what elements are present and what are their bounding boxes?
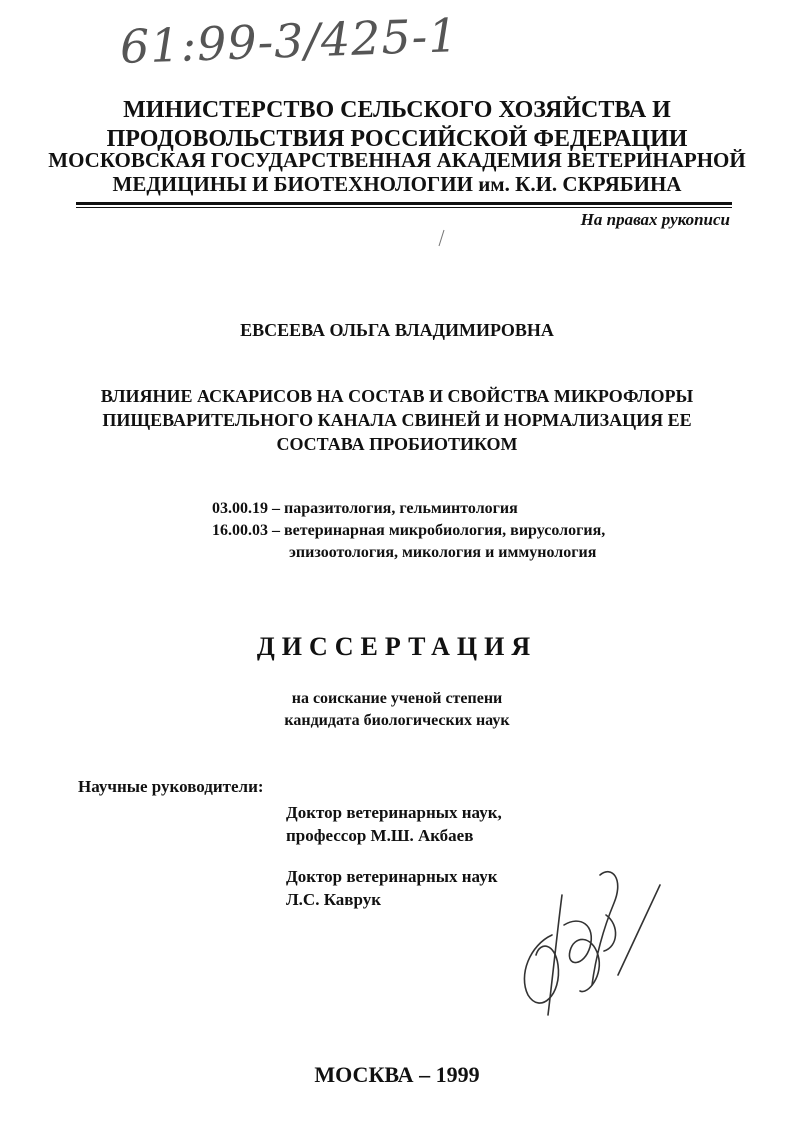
supervisor-1-name: профессор М.Ш. Акбаев [286, 826, 474, 845]
supervisor-2-name: Л.С. Каврук [286, 890, 382, 909]
academy-line-1: МОСКОВСКАЯ ГОСУДАРСТВЕННАЯ АКАДЕМИЯ ВЕТЕРИНАРНОЙ [48, 148, 746, 172]
specialty-2: 16.00.03 – ветеринарная микробиология, вирусология, [212, 522, 606, 539]
degree-statement [0, 688, 794, 732]
author-name: ЕВСЕЕВА ОЛЬГА ВЛАДИМИРОВНА [240, 320, 554, 340]
archive-code-handwritten: 61:99-3/425-1 [119, 8, 460, 74]
title-line: ВЛИЯНИЕ АСКАРИСОВ НА СОСТАВ И СВОЙСТВА МИКРОФЛОРЫ [100, 386, 694, 406]
supervisor-2 [286, 865, 498, 911]
specialty-2-continued: эпизоотология, микология и иммунология [289, 544, 597, 561]
specialty-1: 03.00.19 – паразитология, гельминтология [212, 500, 518, 517]
handwritten-signature [500, 855, 680, 1025]
title-line: СОСТАВА ПРОБИОТИКОМ [276, 434, 518, 454]
ministry-line-2: ПРОДОВОЛЬСТВИЯ РОССИЙСКОЙ ФЕДЕРАЦИИ [106, 126, 688, 152]
supervisors-label: Научные руководители: [78, 777, 264, 796]
stray-pen-mark [436, 228, 448, 250]
supervisor-2-title: Доктор ветеринарных наук [286, 867, 498, 886]
supervisor-1-title: Доктор ветеринарных наук, [286, 803, 502, 822]
dissertation-title [0, 384, 794, 456]
degree-line: кандидата биологических наук [284, 712, 510, 729]
academy-line-2: МЕДИЦИНЫ И БИОТЕХНОЛОГИИ им. К.И. СКРЯБИНА [112, 172, 682, 196]
place-and-year: МОСКВА – 1999 [314, 1062, 480, 1087]
header-rule-thin [76, 207, 732, 208]
title-line: ПИЩЕВАРИТЕЛЬНОГО КАНАЛА СВИНЕЙ И НОРМАЛИЗАЦИЯ ЕЕ [102, 410, 692, 430]
degree-line: на соискание ученой степени [291, 690, 503, 707]
document-type: ДИССЕРТАЦИЯ [256, 632, 538, 661]
header-rule-thick [76, 202, 732, 205]
rights-note: На правах рукописи [580, 210, 730, 229]
supervisor-1 [286, 801, 502, 847]
ministry-line-1: МИНИСТЕРСТВО СЕЛЬСКОГО ХОЗЯЙСТВА И [123, 97, 671, 123]
